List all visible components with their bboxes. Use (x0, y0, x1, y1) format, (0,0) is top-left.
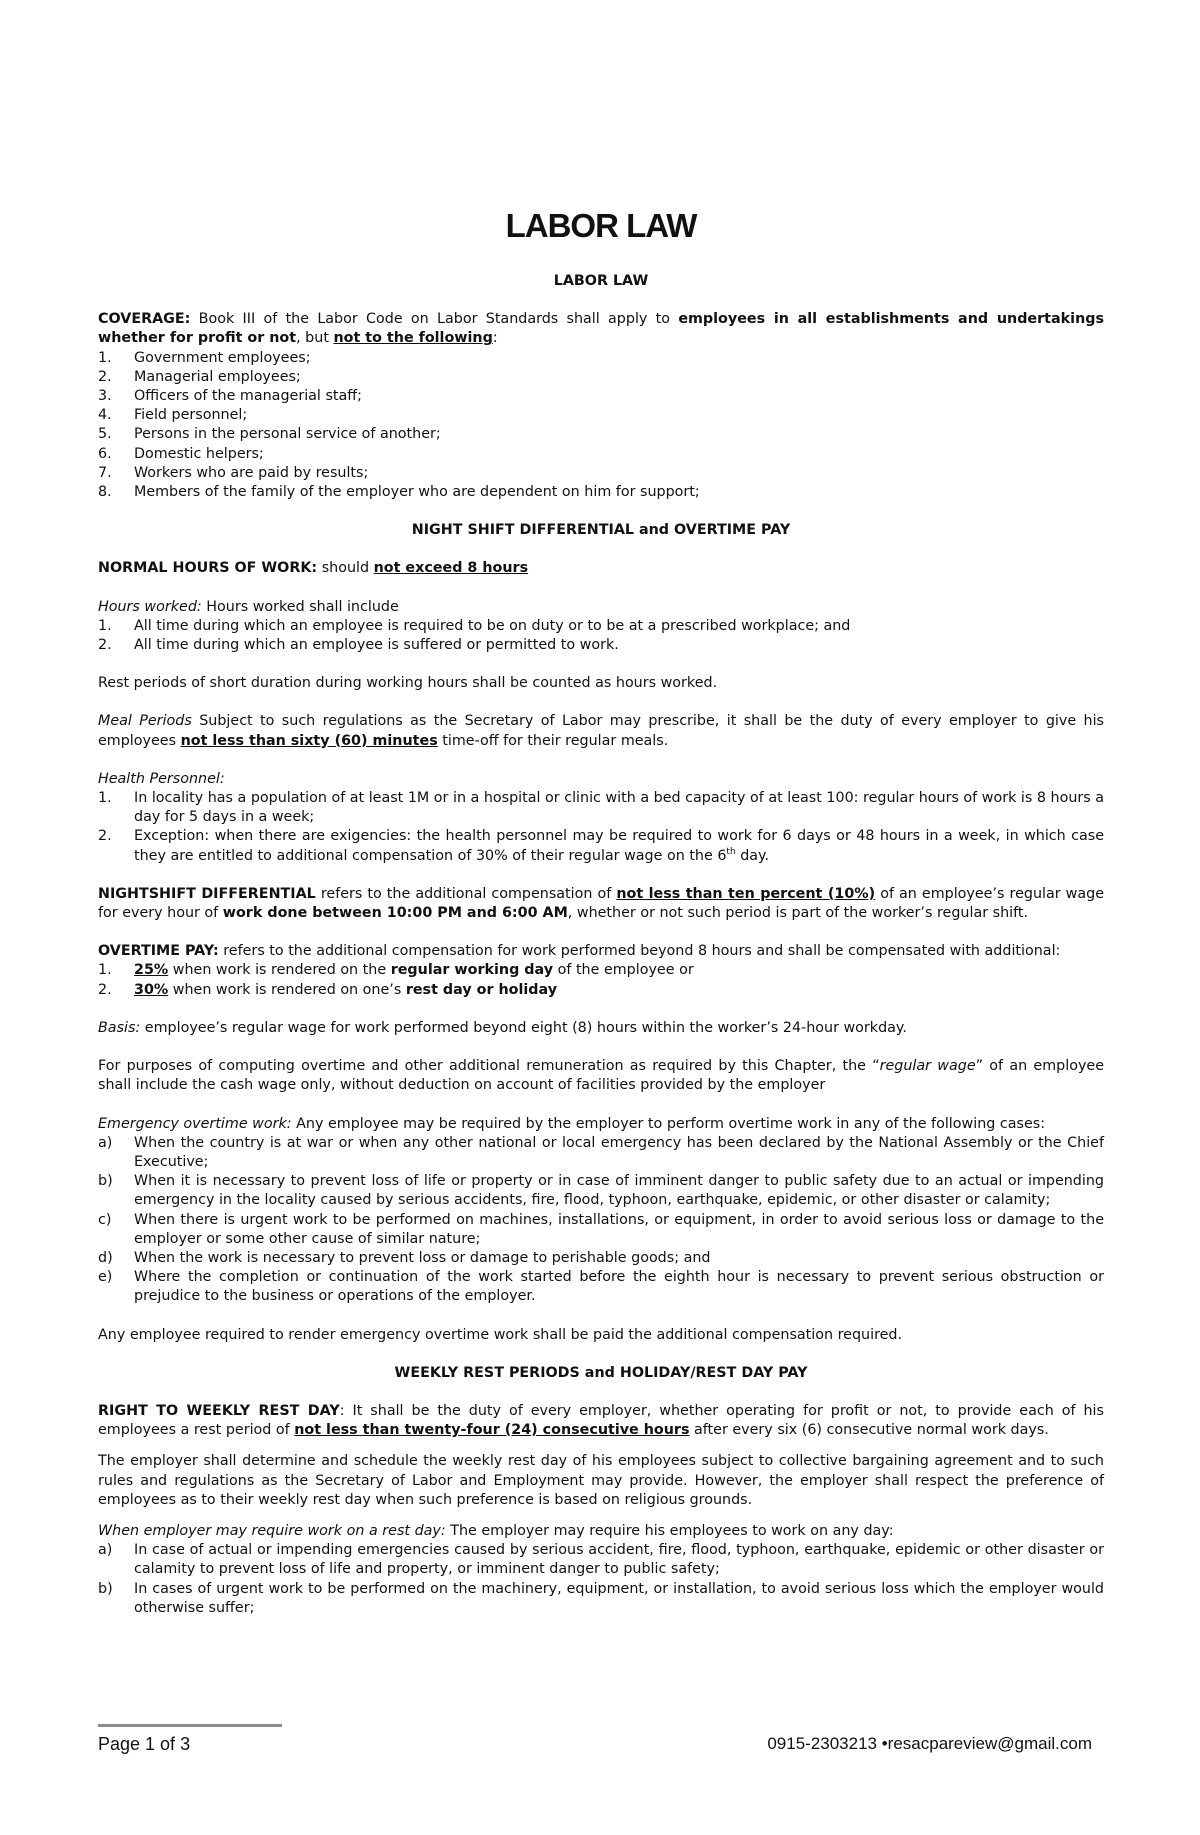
footer-divider (98, 1724, 282, 1727)
rest-day-work-paragraph: When employer may require work on a rest day: The employer may require his employees to work on any day: (98, 1522, 894, 1539)
footer-contact: 0915-2303213 •resacpareview@gmail.com (767, 1734, 1092, 1753)
hours-worked-label: Hours worked: (98, 598, 202, 615)
coverage-label: COVERAGE: (98, 311, 191, 328)
emergency-overtime-paragraph: Emergency overtime work: Any employee may be required by the employer to perform overtime work in any of the following cases: (98, 1115, 1046, 1132)
normal-hours-label: NORMAL HOURS OF WORK: (98, 560, 318, 577)
weekly-rest-duration: not less than twenty-four (24) consecutive hours (294, 1422, 690, 1439)
list-item: 2. All time during which an employee is suffered or permitted to work. (98, 637, 619, 654)
weekly-rest-paragraph: RIGHT TO WEEKLY REST DAY: It shall be the duty of every employer, whether operating for profit or not, to provide each of his employees a rest period of not less than twenty-four (24) consecutive hours after every six (6) consecutive normal work days. (98, 1402, 1104, 1439)
normal-hours-limit: not exceed 8 hours (373, 560, 529, 577)
hours-worked-paragraph: Hours worked: Hours worked shall include (98, 598, 399, 615)
weekly-rest-label: RIGHT TO WEEKLY REST DAY (98, 1402, 340, 1419)
list-item: a) In case of actual or impending emergencies caused by serious accident, fire, flood, typhoon, earthquake, epidemic or other disaster or calamity to prevent loss of life and property, or imminent danger to public safety; (98, 1542, 1104, 1578)
overtime-label: OVERTIME PAY: (98, 943, 219, 960)
coverage-bold: employees in all establishments and undertakings whether for profit or not (98, 311, 1104, 347)
list-item: 1. Government employees; (98, 349, 311, 366)
section-heading-night-shift: NIGHT SHIFT DIFFERENTIAL and OVERTIME PAY (411, 522, 791, 539)
coverage-text: , but (296, 330, 334, 347)
list-item: b) In cases of urgent work to be performed on the machinery, equipment, or installation, to avoid serious loss which the employer would otherwise suffer; (98, 1580, 1104, 1616)
page-number: Page 1 of 3 (98, 1734, 191, 1754)
overtime-pay-paragraph: OVERTIME PAY: refers to the additional compensation for work performed beyond 8 hours and shall be compensated with additional: (98, 943, 1061, 960)
rest-periods-paragraph: Rest periods of short duration during working hours shall be counted as hours worked. (98, 675, 718, 692)
list-item: 1. All time during which an employee is required to be on duty or to be at a prescribed workplace; and (98, 617, 851, 634)
list-item: 4. Field personnel; (98, 407, 248, 424)
list-item: b) When it is necessary to prevent loss of life or property or in case of imminent danger to public safety due to an actual or impending emergency in the locality caused by serious accidents, fire, flood, typhoon, earthquake, epidemic, or other disaster or calamity; (98, 1173, 1104, 1209)
list-item: 2. Managerial employees; (98, 368, 301, 385)
meal-periods-label: Meal Periods (98, 713, 192, 730)
document-title: LABOR LAW (505, 207, 697, 244)
list-item: 7. Workers who are paid by results; (98, 464, 369, 481)
list-item: 1. In locality has a population of at least 1M or in a hospital or clinic with a bed capacity of at least 100: regular hours of work is 8 hours a day for 5 days in a week; (98, 790, 1105, 826)
health-personnel-label: Health Personnel: (98, 770, 225, 787)
list-item: 2. Exception: when there are exigencies: the health personnel may be required to work for 6 days or 48 hours in a week, in which case they are entitled to additional compensation of 30% of their regular wage on the 6th day. (98, 828, 1104, 864)
coverage-list (98, 349, 1104, 503)
basis-paragraph: Basis: employee’s regular wage for work performed beyond eight (8) hours within the worker’s 24-hour workday. (98, 1019, 907, 1036)
meal-periods-paragraph: Meal Periods Subject to such regulations as the Secretary of Labor may prescribe, it shall be the duty of every employer to give his employees not less than sixty (60) minutes time-off for their regular meals. (98, 713, 1104, 749)
weekly-rest-schedule-paragraph: The employer shall determine and schedule the weekly rest day of his employees subject to collective bargaining agreement and to such rules and regulations as the Secretary of Labor and Employment may provide. However, the employer shall respect the preference of employees as to their weekly rest day when such preference is based on religious grounds. (98, 1453, 1104, 1508)
regular-wage-paragraph: For purposes of computing overtime and other additional remuneration as required by this Chapter, the “regular wage” of an employee shall include the cash wage only, without deduction on account of facilities provided by the employer (98, 1058, 1104, 1094)
coverage-paragraph (98, 310, 1104, 348)
list-item: 6. Domestic helpers; (98, 445, 264, 462)
list-item: 1. 25% when work is rendered on the regular working day of the employee or (98, 962, 694, 979)
list-item: 3. Officers of the managerial staff; (98, 388, 362, 405)
coverage-text: : (492, 330, 498, 347)
list-item: c) When there is urgent work to be performed on machines, installations, or equipment, in order to avoid serious loss or damage to the employer or some other cause of similar nature; (98, 1211, 1104, 1247)
coverage-underline: not to the following (333, 330, 493, 347)
normal-hours-paragraph: NORMAL HOURS OF WORK: should not exceed 8 hours (98, 560, 529, 577)
meal-periods-minimum: not less than sixty (60) minutes (180, 732, 438, 749)
list-item: a) When the country is at war or when any other national or local emergency has been declared by the National Assembly or the Chief Executive; (98, 1134, 1104, 1170)
nsd-label: NIGHTSHIFT DIFFERENTIAL (98, 885, 316, 902)
document-body (98, 272, 1104, 1618)
list-item: 5. Persons in the personal service of another; (98, 426, 441, 443)
list-item: 2. 30% when work is rendered on one’s rest day or holiday (98, 981, 558, 998)
section-heading-weekly-rest: WEEKLY REST PERIODS and HOLIDAY/REST DAY PAY (394, 1364, 808, 1381)
emergency-closing-paragraph: Any employee required to render emergency overtime work shall be paid the additional compensation required. (98, 1326, 903, 1343)
list-item: d) When the work is necessary to prevent loss or damage to perishable goods; and (98, 1249, 711, 1266)
list-item: 8. Members of the family of the employer who are dependent on him for support; (98, 484, 700, 501)
coverage-text: Book III of the Labor Code on Labor Standards shall apply to (190, 311, 679, 328)
night-shift-differential-paragraph: NIGHTSHIFT DIFFERENTIAL refers to the additional compensation of not less than ten percent (10%) of an employee’s regular wage for every hour of work done between 10:00 PM and 6:00 AM, whether or not such period is part of the worker’s regular shift. (98, 885, 1105, 922)
nsd-rate: not less than ten percent (10%) (616, 885, 876, 902)
list-item: e) Where the completion or continuation of the work started before the eighth hour is necessary to prevent serious obstruction or prejudice to the business or operations of the employer. (98, 1269, 1104, 1305)
section-subtitle: LABOR LAW (553, 273, 649, 289)
